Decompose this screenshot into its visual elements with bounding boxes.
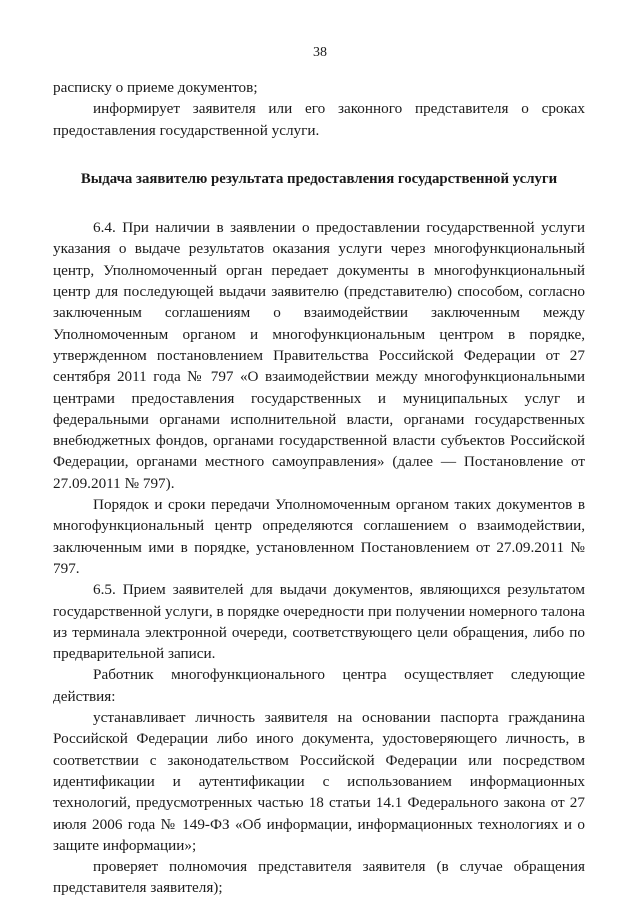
document-body	[53, 77, 585, 899]
paragraph: проверяет полномочия представителя заявителя (в случае обращения представителя заявителя);	[53, 858, 585, 897]
paragraph: информирует заявителя или его законного представителя о сроках предоставления государственной услуги.	[53, 100, 585, 139]
paragraph: расписку о приеме документов;	[53, 79, 258, 96]
section-heading: Выдача заявителю результата предоставления государственной услуги	[80, 170, 558, 187]
paragraph: Порядок и сроки передачи Уполномоченным органом таких документов в многофункциональный центр определяются соглашением о взаимодействии, заключенным ими в порядке, установленном Постановлением от 27.09.2011 № 797.	[53, 496, 585, 577]
paragraph: устанавливает личность заявителя на основании паспорта гражданина Российской Федерации либо иного документа, удостоверяющего личность, в соответствии с законодательством Российской Федерации или посредством идентификации и аутентификации с использованием информационных технологий, предусмотренных частью 18 статьи 14.1 Федерального закона от 27 июля 2006 года № 149-ФЗ «Об информации, информационных технологиях и о защите информации»;	[53, 709, 585, 854]
paragraph-6-4: 6.4. При наличии в заявлении о предоставлении государственной услуги указания о выдаче результатов оказания услуги через многофункциональный центр, Уполномоченный орган передает документы в многофункциональный центр для последующей выдачи заявителю (представителю) способом, согласно заключенным соглашениям о взаимодействии заключенным между Уполномоченным органом и многофункциональным центром в порядке, утвержденном постановлением Правительства Российской Федерации от 27 сентября 2011 года № 797 «О взаимодействии между многофункциональными центрами предоставления государственных и муниципальных услуг и федеральными органами исполнительной власти, органами государственных внебюджетных фондов, органами государственной власти субъектов Российской Федерации, органами местного самоуправления» (далее — Постановление от 27.09.2011 № 797).	[53, 219, 585, 492]
paragraph-6-5: 6.5. Прием заявителей для выдачи документов, являющихся результатом государственной услуги, в порядке очередности при получении номерного талона из терминала электронной очереди, соответствующего цели обращения, либо по предварительной записи.	[53, 581, 585, 663]
paragraph: Работник многофункционального центра осуществляет следующие действия:	[53, 666, 585, 705]
page-number: 38	[313, 45, 327, 60]
